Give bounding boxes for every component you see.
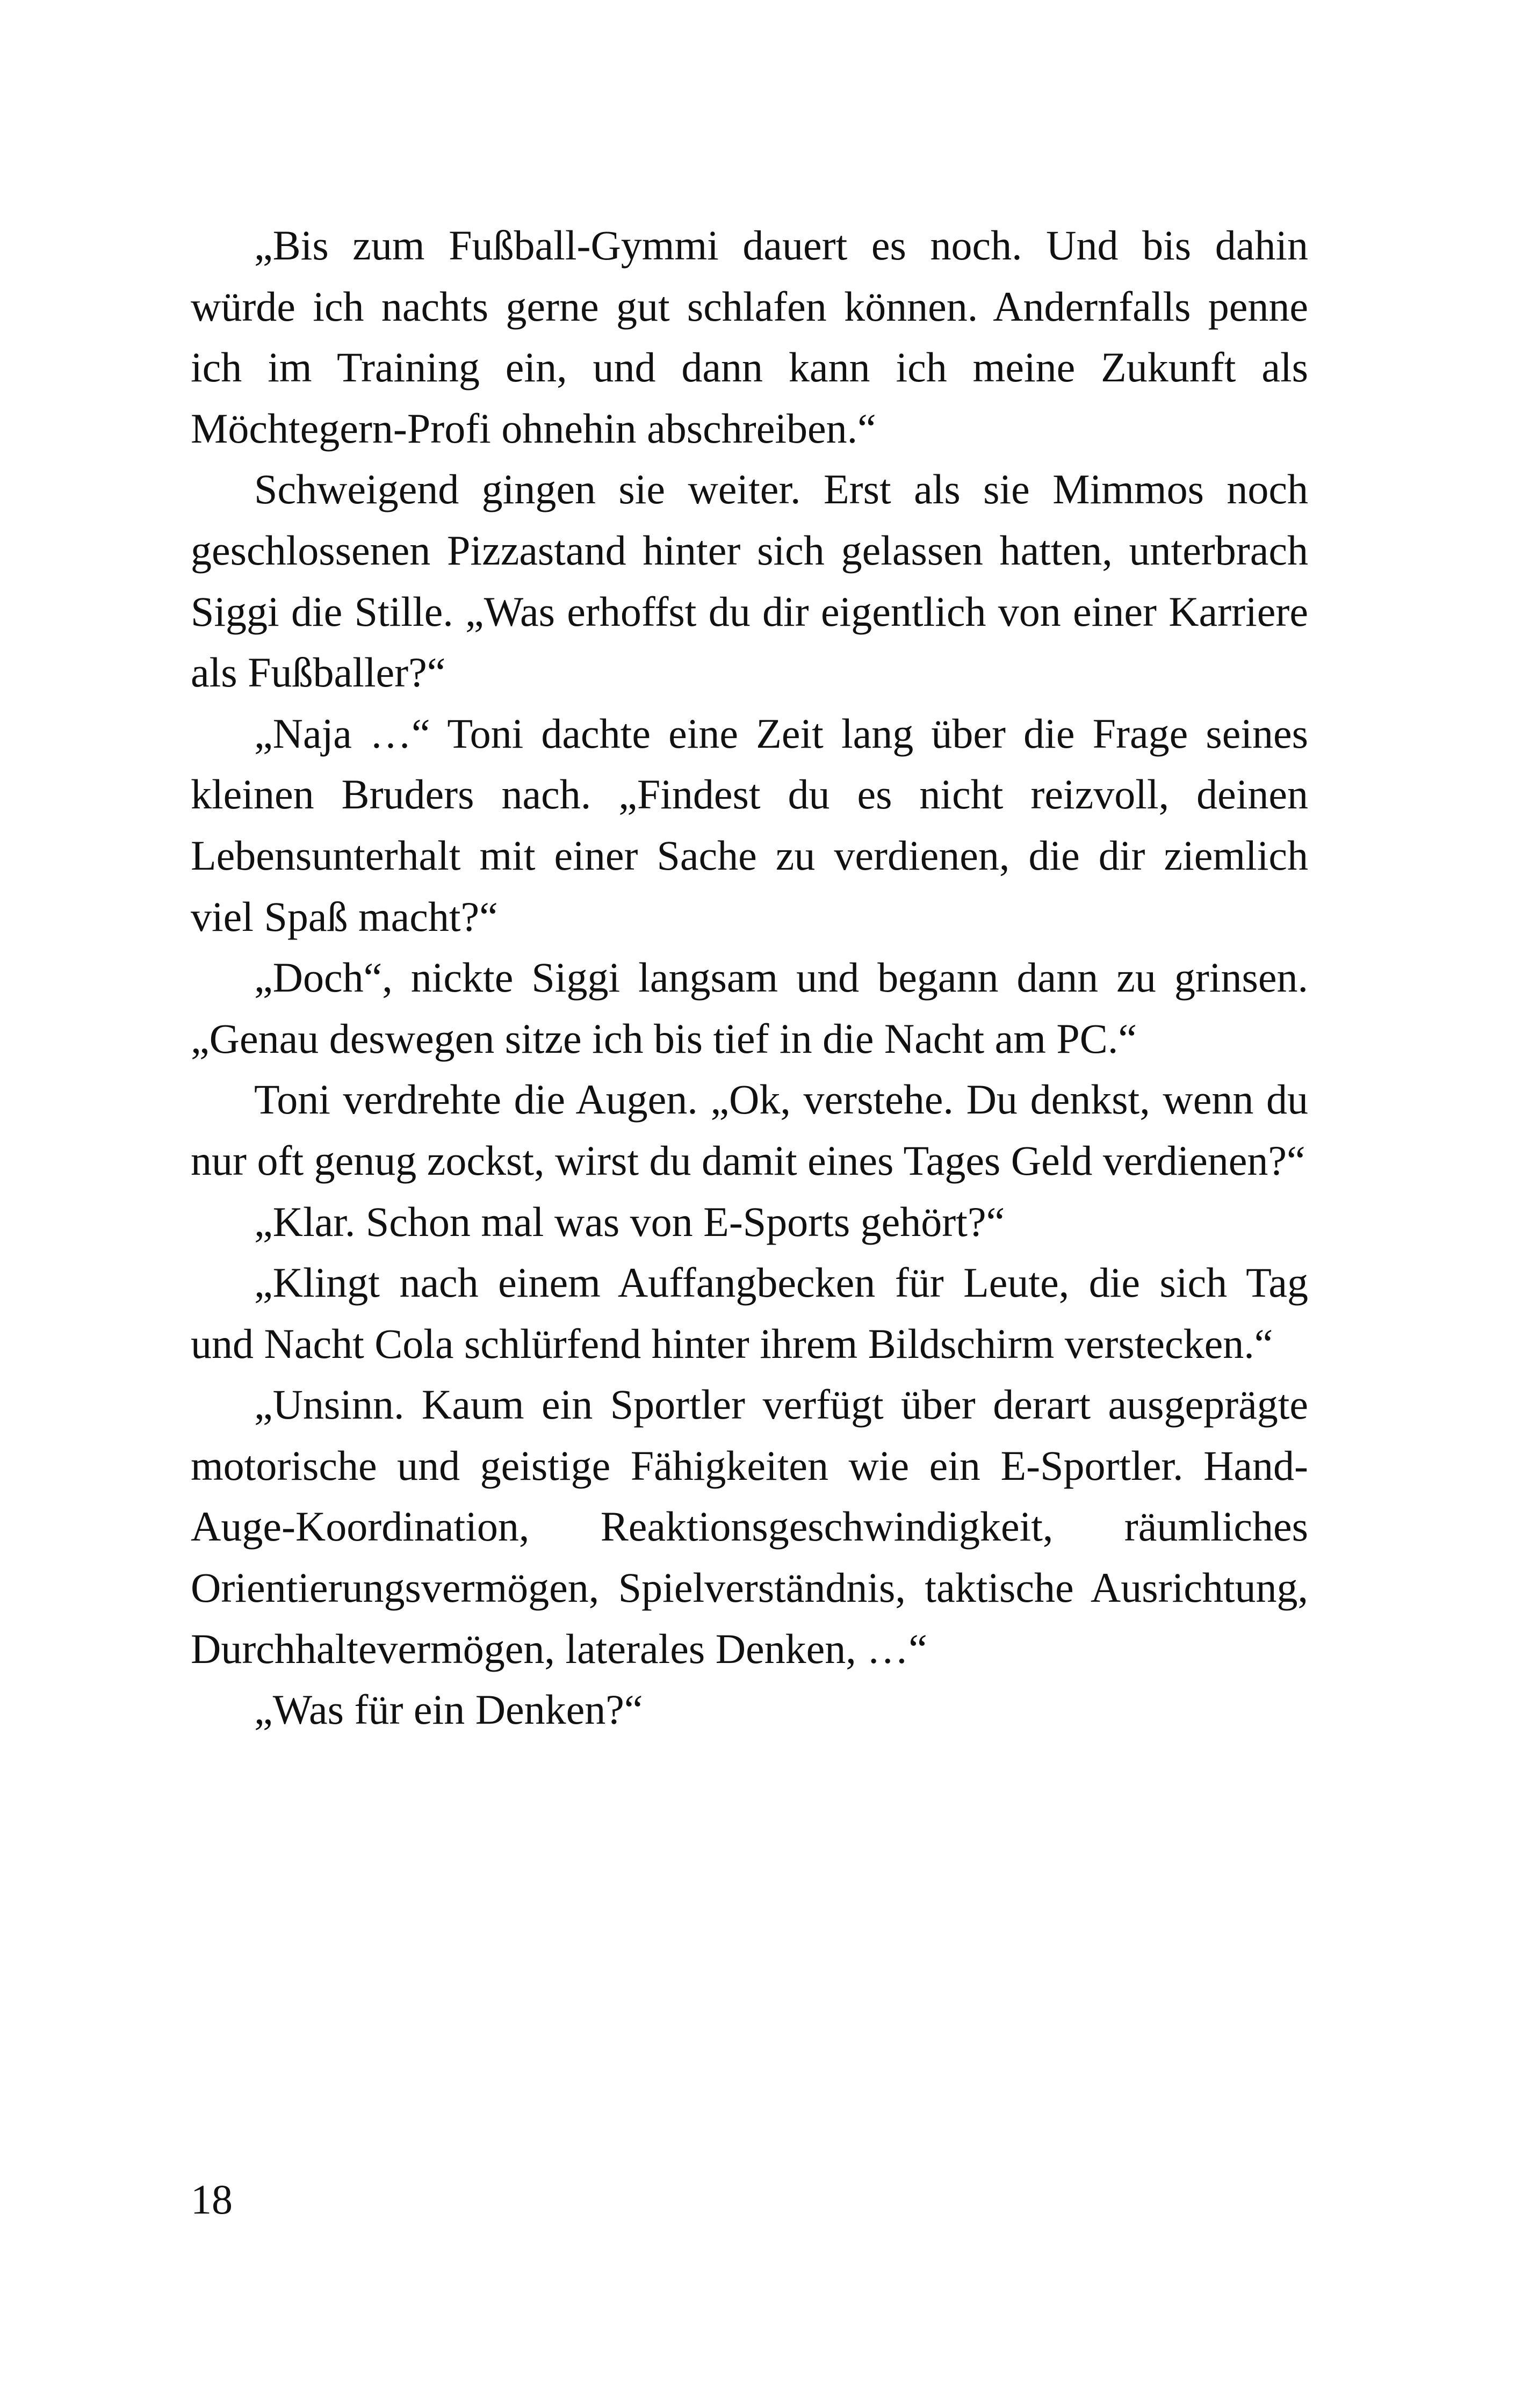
paragraph: „Naja …“ Toni dachte eine Zeit lang über die Frage seines kleinen Bruders nach. „Findest du es nicht reizvoll, deinen Lebensunterhalt mit einer Sache zu verdienen, die dir ziemlich viel Spaß macht?“	[191, 710, 1308, 940]
body-text	[191, 215, 1308, 1740]
page-number: 18	[191, 2176, 233, 2223]
paragraph: „Was für ein Denken?“	[254, 1686, 643, 1733]
paragraph: „Klingt nach einem Auffangbecken für Leute, die sich Tag und Nacht Cola schlürfend hinter ihrem Bildschirm verstecken.“	[191, 1259, 1308, 1367]
paragraph: „Klar. Schon mal was von E-Sports gehört?“	[254, 1198, 1005, 1245]
paragraph: Schweigend gingen sie weiter. Erst als sie Mimmos noch geschlossenen Pizzastand hinter sich gelassen hatten, unterbrach Siggi die Stille. „Was erhoffst du dir eigentlich von einer Karriere als Fußballer?“	[191, 466, 1308, 696]
paragraph: „Doch“, nickte Siggi langsam und begann dann zu grinsen. „Genau deswegen sitze ich bis tief in die Nacht am PC.“	[191, 954, 1308, 1062]
paragraph: „Bis zum Fußball-Gymmi dauert es noch. Und bis dahin würde ich nachts gerne gut schlafen können. Andernfalls penne ich im Training ein, und dann kann ich meine Zukunft als Möchtegern-Profi ohnehin abschreiben.“	[191, 222, 1308, 452]
paragraph: „Unsinn. Kaum ein Sportler verfügt über derart ausgeprägte motorische und geistige Fähigkeiten wie ein E-Sportler. Hand-Auge-Koordination, Reaktionsgeschwindigkeit, räumliches Orientierungsvermögen, Spielverständnis, taktische Ausrichtung, Durchhaltevermögen, laterales Denken, …“	[191, 1381, 1308, 1672]
paragraph: Toni verdrehte die Augen. „Ok, verstehe. Du denkst, wenn du nur oft genug zockst, wirst du damit eines Tages Geld verdienen?“	[191, 1076, 1308, 1184]
